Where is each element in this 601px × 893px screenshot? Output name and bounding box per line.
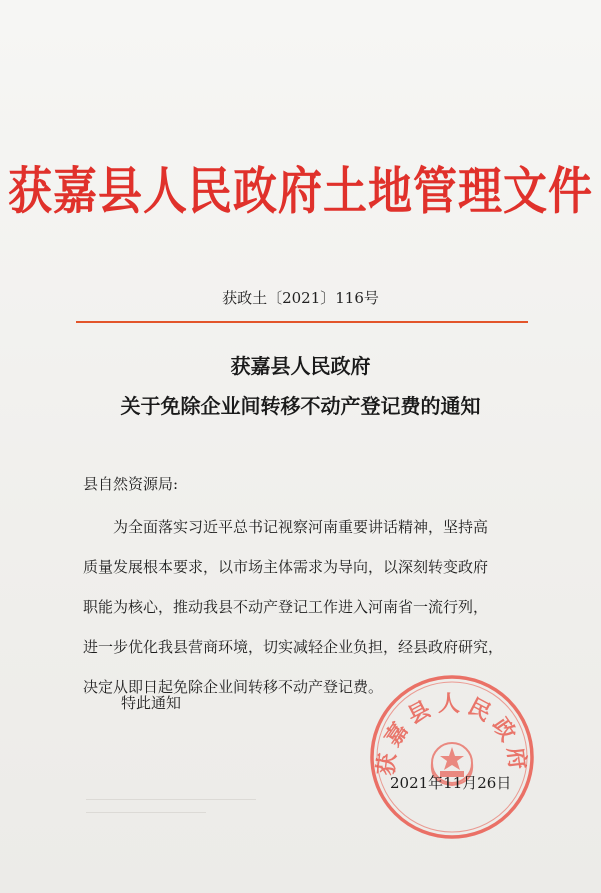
body-line: 决定从即日起免除企业间转移不动产登记费。 <box>83 678 384 696</box>
official-seal-icon <box>366 671 538 843</box>
divider <box>86 812 206 813</box>
body-line: 职能为核心，推动我县不动产登记工作进入河南省一流行列， <box>83 598 489 616</box>
red-divider-line <box>76 321 528 323</box>
body-line: 进一步优化我县营商环境，切实减轻企业负担，经县政府研究， <box>83 638 504 656</box>
document-header-title: 获嘉县人民政府土地管理文件 <box>8 162 593 222</box>
body-line: 质量发展根本要求，以市场主体需求为导向，以深刻转变政府 <box>83 558 489 576</box>
svg-text:获嘉县人民政府: 获嘉县人民政府 <box>373 691 531 777</box>
body-line: 为全面落实习近平总书记视察河南重要讲话精神，坚持高 <box>83 518 489 536</box>
notice-title-line-1: 获嘉县人民政府 <box>230 354 371 378</box>
divider <box>86 799 256 800</box>
closing-text: 特此通知 <box>121 694 182 712</box>
document-number: 获政土〔2021〕116号 <box>222 289 379 307</box>
issue-date: 2021年11月26日 <box>390 774 512 792</box>
notice-title-line-2: 关于免除企业间转移不动产登记费的通知 <box>120 394 481 418</box>
addressee: 县自然资源局: <box>83 475 179 493</box>
